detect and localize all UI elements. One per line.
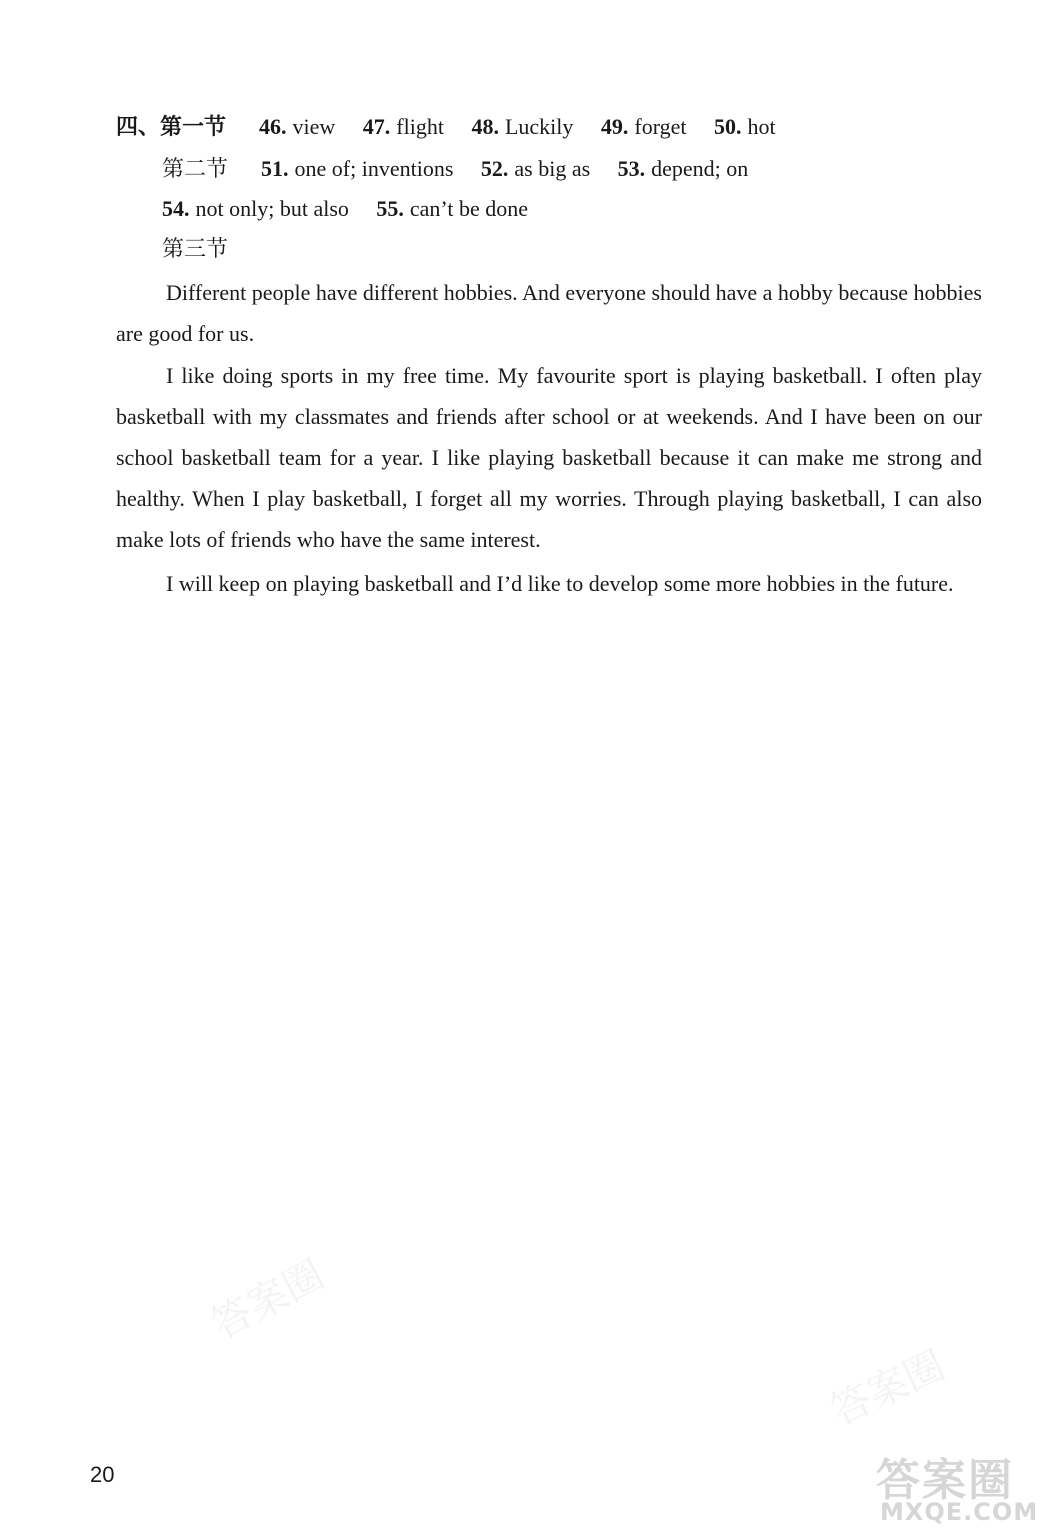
watermark-text-right: 答案圈 xyxy=(823,1342,953,1435)
answer-55: 55. can’t be done xyxy=(376,196,528,221)
essay-paragraph-1: Different people have different hobbies. And everyone should have a hobby because hobbies are good for us. xyxy=(116,280,982,346)
answer-52: 52. as big as xyxy=(480,156,591,181)
part1-line xyxy=(116,112,798,142)
answer-50: 50. hot xyxy=(714,114,776,139)
answer-47: 47. flight xyxy=(362,114,444,139)
answer-46: 46. view xyxy=(259,114,336,139)
answer-54: 54. not only; but also xyxy=(162,196,349,221)
essay-paragraph-3: I will keep on playing basketball and I’d like to develop some more hobbies in the future. xyxy=(166,571,954,596)
part2-heading: 第二节 xyxy=(162,156,229,181)
watermark-text-left: 答案圈 xyxy=(204,1251,332,1349)
part3-heading: 第三节 xyxy=(162,236,229,261)
part2-line-1 xyxy=(162,154,770,184)
answer-49: 49. forget xyxy=(600,114,687,139)
watermark-logo-en: MXQE.COM xyxy=(880,1498,1039,1526)
essay-paragraph-2: I like doing sports in my free time. My favourite sport is playing basketball. I often play basketball with my classmates and friends after school or at weekends. And I have been on our school basketball team for a year. I like playing basketball because it can make me strong and healthy. When I play basketball, I forget all my worries. Through playing basketball, I can also make lots of friends who have the same interest. xyxy=(116,363,982,552)
page-number: 20 xyxy=(90,1462,115,1487)
answer-53: 53. depend; on xyxy=(617,156,749,181)
section-heading: 四、第一节 xyxy=(116,114,227,139)
answer-51: 51. one of; inventions xyxy=(261,156,454,181)
watermark-logo-cn: 答案圈 xyxy=(876,1455,1014,1506)
watermark-logo xyxy=(876,1444,1039,1528)
answer-48: 48. Luckily xyxy=(471,114,574,139)
part2-line-2 xyxy=(162,194,550,224)
